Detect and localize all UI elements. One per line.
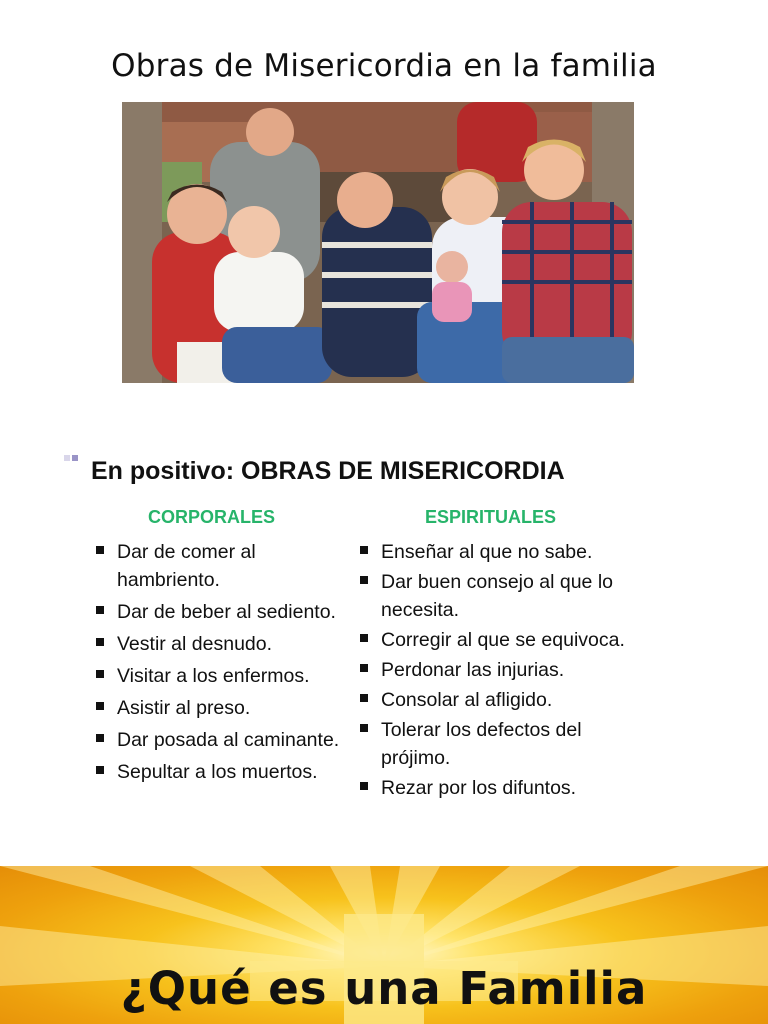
bullet-icon	[96, 702, 104, 710]
slide-title: Obras de Misericordia en la familia	[111, 48, 657, 84]
list-item: Corregir al que se equivoca.	[359, 626, 649, 654]
espirituales-list	[359, 538, 649, 804]
espirituales-title: ESPIRITUALES	[425, 507, 557, 527]
bullet-icon	[96, 734, 104, 742]
slide-bullet-marks	[64, 448, 80, 456]
bullet-icon	[360, 782, 368, 790]
list-item: Visitar a los enfermos.	[95, 662, 345, 690]
bullet-icon	[96, 766, 104, 774]
list-item: Enseñar al que no sabe.	[359, 538, 649, 566]
bullet-icon	[360, 576, 368, 584]
list-item: Vestir al desnudo.	[95, 630, 345, 658]
list-item: Rezar por los difuntos.	[359, 774, 649, 802]
bullet-square-light	[64, 455, 70, 461]
family-photo-illustration	[122, 102, 634, 383]
bullet-icon	[96, 546, 104, 554]
bullet-square-dark	[72, 455, 78, 461]
list-item: Perdonar las injurias.	[359, 656, 649, 684]
bullet-icon	[360, 664, 368, 672]
list-item: Tolerar los defectos del prójimo.	[359, 716, 649, 772]
corporales-list	[95, 538, 345, 790]
bullet-icon	[360, 694, 368, 702]
banner-title: ¿Qué es una Familia	[120, 962, 648, 1015]
list-item: Dar de beber al sediento.	[95, 598, 345, 626]
bullet-icon	[360, 724, 368, 732]
bullet-icon	[96, 606, 104, 614]
section-heading: En positivo: OBRAS DE MISERICORDIA	[91, 457, 565, 485]
bullet-icon	[96, 638, 104, 646]
list-item: Dar buen consejo al que lo necesita.	[359, 568, 649, 624]
list-item: Dar posada al caminante.	[95, 726, 345, 754]
family-photo	[122, 102, 634, 383]
list-item: Dar de comer al hambriento.	[95, 538, 345, 594]
list-item: Consolar al afligido.	[359, 686, 649, 714]
sunburst-banner	[0, 866, 768, 1024]
list-item: Sepultar a los muertos.	[95, 758, 345, 786]
bullet-icon	[360, 546, 368, 554]
bullet-icon	[96, 670, 104, 678]
bullet-icon	[360, 634, 368, 642]
list-item: Asistir al preso.	[95, 694, 345, 722]
corporales-title: CORPORALES	[148, 507, 276, 527]
